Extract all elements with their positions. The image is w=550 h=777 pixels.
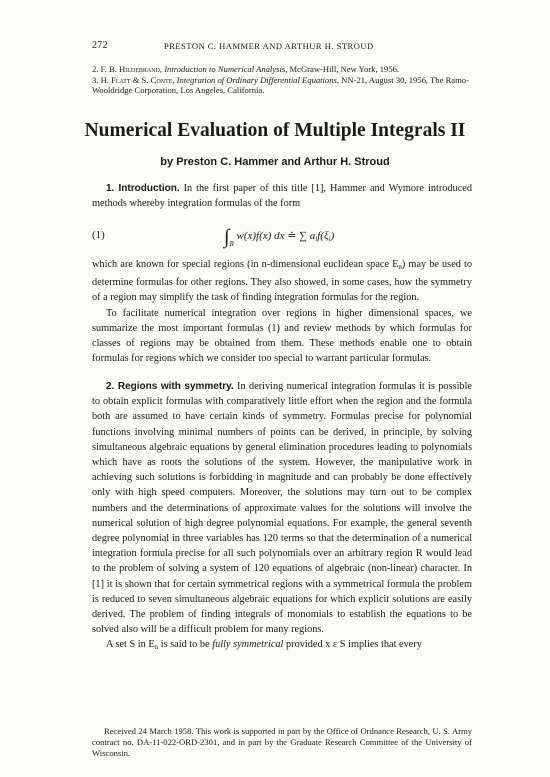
reference-author: F. B. Hildebrand bbox=[100, 64, 160, 74]
section-heading: 1. Introduction. bbox=[106, 183, 180, 194]
reference-title: Introduction to Numerical Analysis bbox=[164, 64, 286, 74]
equation-1 bbox=[92, 226, 472, 250]
section-introduction bbox=[92, 181, 472, 211]
paragraph: A set S in En is said to be fully symmetrical provided x ε S implies that every bbox=[106, 639, 422, 652]
reference-author: H. Flatt & S. Conte bbox=[100, 74, 173, 85]
footnote: Received 24 March 1958. This work is supported in part by the Office of Ordnance Research, U. S. Army contract no. DA-11-022-ORD-2301, and in part by the Graduate Research Committee of the University of Wisconsin. bbox=[92, 726, 472, 758]
reference-title: Integration of Ordinary Differential Equations bbox=[176, 74, 337, 85]
reference-item: 2. F. B. Hildebrand, Introduction to Numerical Analysis, McGraw-Hill, New York, 1956. bbox=[92, 64, 400, 74]
section-heading: 2. Regions with symmetry. bbox=[106, 381, 234, 392]
equation-number: (1) bbox=[92, 229, 105, 241]
paragraph: To facilitate numerical integration over regions in higher dimensional spaces, we summarize the most important formulas (1) and review methods by which formulas for classes of regions may be obtained from them. These methods enable one to obtain formulas for regions which we consider too special to warrant particular formulas. bbox=[92, 307, 472, 365]
reference-item: 3. H. Flatt & S. Conte, Integration of Ordinary Differential Equations, NN-21, August 30, 1956, The Ramo-Wooldridge Corporation, Los Angeles, California. bbox=[92, 74, 469, 96]
paragraph: ) may be used to determine formulas for other regions. They also showed, in some cases, how the symmetry of a region may simplify the task of finding integration formulas for the region. bbox=[92, 259, 472, 304]
reference-list bbox=[92, 64, 472, 96]
section-regions-with-symmetry bbox=[92, 379, 472, 656]
paragraph: In deriving numerical integration formulas it is possible to obtain explicit formulas with comparatively little effort when the region and the formula both are assumed to have certain kinds of symmetry. Formulas precise for polynomial functions involving minimal numbers of points can be derived, in principle, by solving simultaneous algebraic equations by general elimination procedures leading to polynomials which have as roots the solutions of the system. However, the manipulative work in achieving such solutions is forbidding in magnitude and can probably be done effectively only with high speed computers. Moreover, the solutions may turn out to be complex numbers and the determinations of approximate values for the solutions will involve the numerical solution of high degree polynomial equations. For example, the general seventh degree polynomial in three variables has 120 terms so that the determination of a numerical integration formula precise for all such polynomials over an arbitrary region R would lead to the problem of solving a system of 120 equations of algebraic (non-linear) character. In [1] it is shown that for certain symmetrical regions with a symmetrical formula the problem is reduced to seven simultaneous algebraic equations for which explicit solutions are easily derived. The problem of finding integrals of monomials to establish the equations to be solved also will be a difficult problem for many regions. bbox=[92, 381, 473, 636]
page-number: 272 bbox=[92, 40, 108, 51]
paper-title: Numerical Evaluation of Multiple Integrals II bbox=[84, 120, 466, 141]
running-head: PRESTON C. HAMMER AND ARTHUR H. STROUD bbox=[164, 41, 374, 51]
paragraph: which are known for special regions (in n-dimensional euclidean space E bbox=[92, 259, 399, 270]
paragraph: In the first paper of this title [1], Hammer and Wymore introduced methods whereby integration formulas of the form bbox=[92, 183, 472, 210]
section-introduction-cont: which are known for special regions (in n-dimensional euclidean space En) may be used to determine formulas for other regions. They also showed, in some cases, how the symmetry of a region may simplify the task of finding integration formulas for the region. To facilitate numerical integration over regions in higher dimensional spaces, we summarize the most important formulas (1) and review methods by which formulas for classes of regions may be obtained from them. These methods enable one to obtain formulas for regions which we consider too special to warrant particular formulas. bbox=[92, 257, 472, 366]
paper-authors: by Preston C. Hammer and Arthur H. Stroud bbox=[160, 156, 390, 168]
equation-formula: $\int_R$ w(x)f(x) dx ≐ ∑ $a_if(\xi_i)$ bbox=[224, 226, 335, 248]
